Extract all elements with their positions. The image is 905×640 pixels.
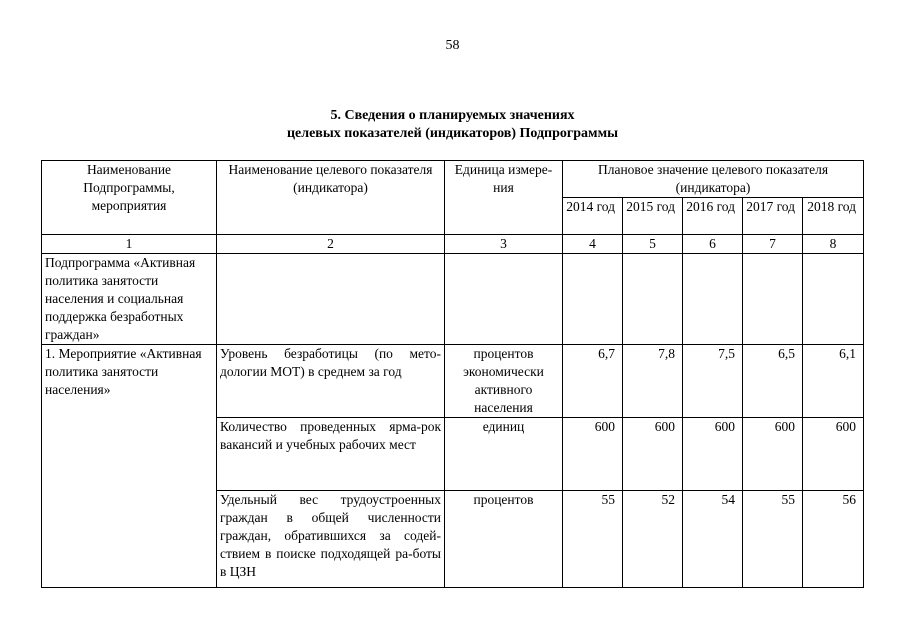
indicator-value: 56 [803, 491, 864, 588]
indicator-value: 52 [623, 491, 683, 588]
indicator-value: 55 [563, 491, 623, 588]
column-number: 6 [683, 235, 743, 254]
column-numbers-row [42, 235, 864, 254]
column-number: 2 [217, 235, 445, 254]
indicator-value: 7,5 [683, 345, 743, 418]
section-title [0, 107, 905, 143]
column-number: 8 [803, 235, 864, 254]
column-number: 7 [743, 235, 803, 254]
header-planned-value: Плановое значение целевого показателя (индикатора) [563, 161, 864, 198]
header-year-2018: 2018 год [803, 198, 864, 235]
column-number: 4 [563, 235, 623, 254]
indicator-unit: процентов экономически активного населения [445, 345, 563, 418]
header-year-2017: 2017 год [743, 198, 803, 235]
table-row [42, 345, 864, 418]
column-number: 1 [42, 235, 217, 254]
header-indicator: Наименование целевого показателя (индикатора) [217, 161, 445, 235]
indicator-value: 54 [683, 491, 743, 588]
indicator-value: 55 [743, 491, 803, 588]
indicator-value: 600 [803, 418, 864, 491]
subprogram-row [42, 254, 864, 345]
indicator-name: Количество проведенных ярма-рок вакансий и учебных рабочих мест [217, 418, 445, 491]
indicator-name: Уровень безработицы (по мето-дологии МОТ) в среднем за год [217, 345, 445, 418]
indicator-value: 600 [743, 418, 803, 491]
measure-name: 1. Мероприятие «Активная политика занятости населения» [42, 345, 217, 588]
column-number: 3 [445, 235, 563, 254]
header-year-2015: 2015 год [623, 198, 683, 235]
page-number: 58 [445, 38, 460, 53]
subprogram-name: Подпрограмма «Активная политика занятости населения и социальная поддержка безработных граждан» [42, 254, 217, 345]
title-line-1: 5. Сведения о планируемых значениях [330, 108, 575, 123]
column-number: 5 [623, 235, 683, 254]
header-row-1 [42, 161, 864, 198]
title-line-2: целевых показателей (индикаторов) Подпрограммы [286, 126, 619, 141]
indicator-unit: единиц [445, 418, 563, 491]
indicators-table [41, 160, 864, 588]
indicator-name: Удельный вес трудоустроенных граждан в общей численности граждан, обратившихся за содей-ствием в поиске подходящей ра-боты в ЦЗН [217, 491, 445, 588]
indicator-value: 600 [683, 418, 743, 491]
header-year-2014: 2014 год [563, 198, 623, 235]
header-unit: Единица измере-ния [445, 161, 563, 235]
indicator-value: 7,8 [623, 345, 683, 418]
indicator-value: 6,1 [803, 345, 864, 418]
indicator-value: 6,5 [743, 345, 803, 418]
header-year-2016: 2016 год [683, 198, 743, 235]
indicator-value: 600 [623, 418, 683, 491]
indicator-value: 600 [563, 418, 623, 491]
indicator-value: 6,7 [563, 345, 623, 418]
indicator-unit: процентов [445, 491, 563, 588]
header-subprogram: Наименование Подпрограммы, мероприятия [42, 161, 217, 235]
